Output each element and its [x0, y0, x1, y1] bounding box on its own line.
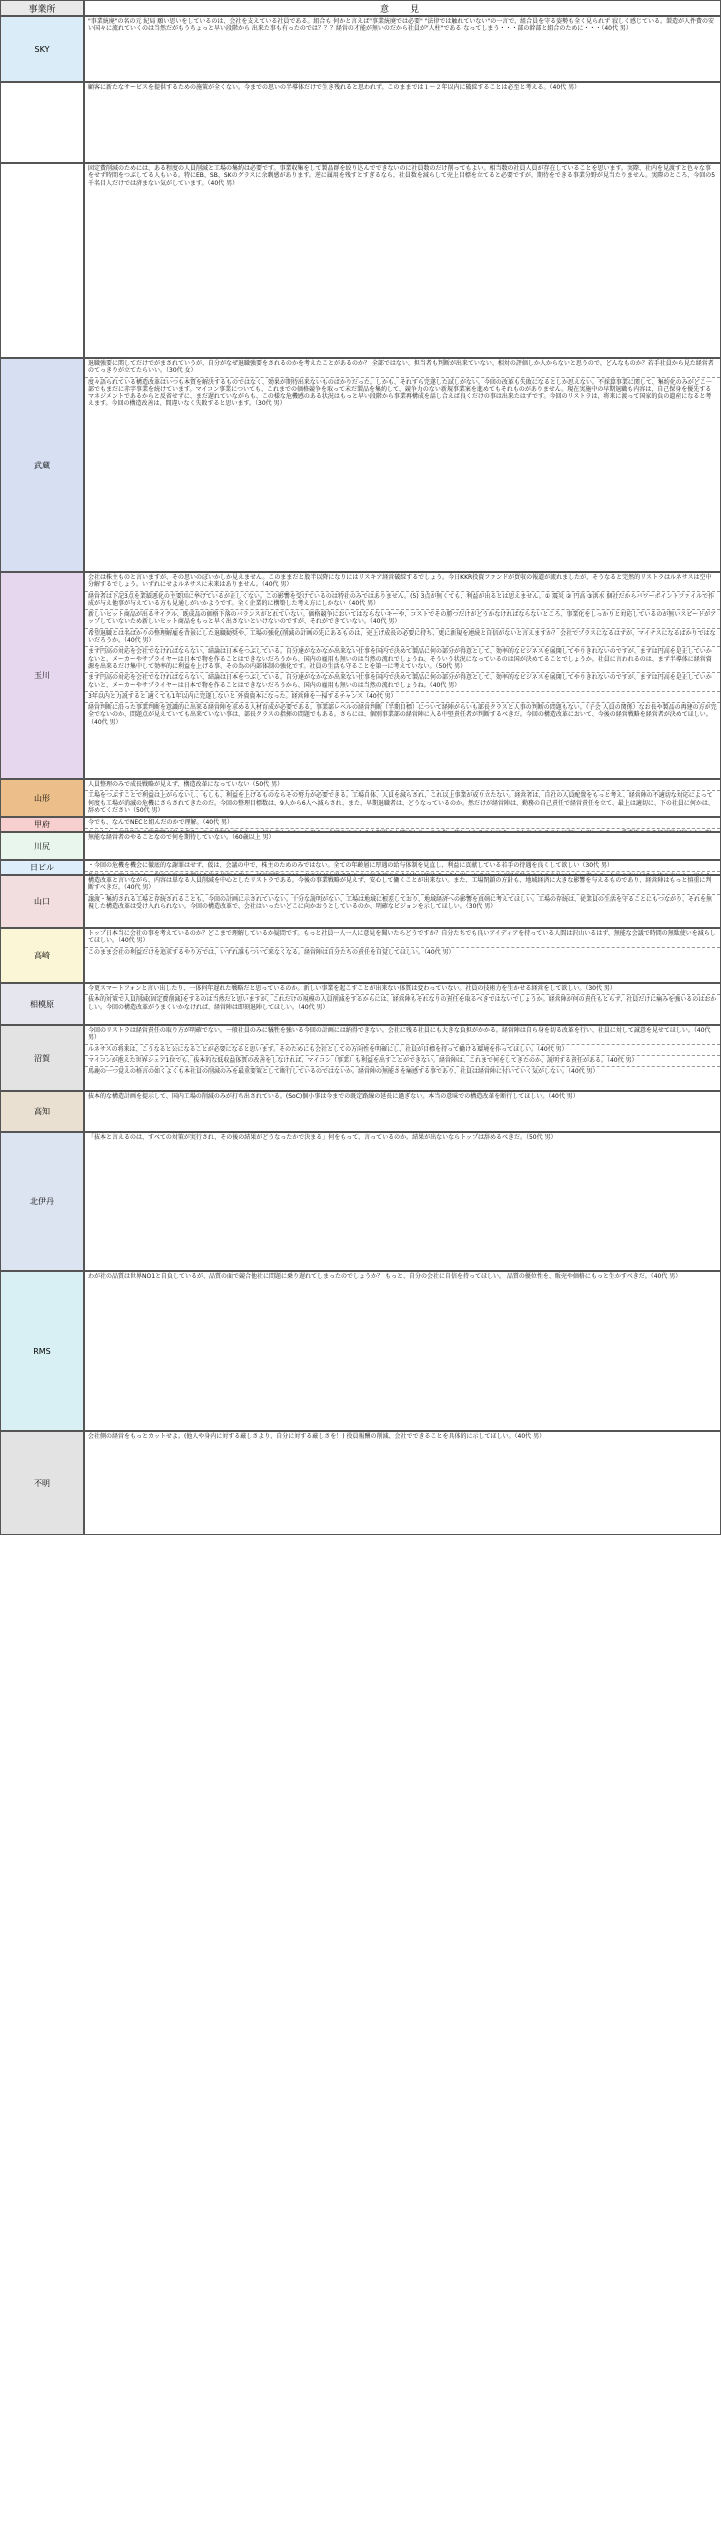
office-cell: SKY — [0, 16, 84, 82]
opinion-cell — [84, 16, 721, 82]
opinion-text: ・今回の危機を機会に徹底的な謝罪はせず、仮は、会議の中で、株主のためのみではない。全ての年齢層に厚遇の給与体制を見直し、利益に貢献している若手の待遇を良くして欲しい（30代 男） — [85, 861, 720, 872]
office-cell: 武蔵 — [0, 358, 84, 572]
office-cell: 相模原 — [0, 983, 84, 1025]
office-cell — [0, 163, 84, 358]
opinion-cell — [84, 82, 721, 163]
opinion-text: 馬鹿の一つ覚えの格言の如くよくも本社員の削減のみを最重要策として断行しているのではないか。経営陣の無能さを痛感する事であり、社員は経営陣に付いていく気がしない。（40代 男） — [88, 1068, 599, 1076]
opinion-text: 度々語られている構造改革はいつも本質を解決するものではなく、効果が期待出来ないものばかりだった。しかも、それすら完遂した試しがない。今回の改革も失敗になるとしか思えない。不採算事業に関して、集約化のみがどこ一部でもまだに赤字事業を続けています。マイコン事業についても、これまでの価格競争を取って未だ製品を集約して、競争力のない新規事業案を進めてもそれものがありません。現在実施中の早期退職も内容は、自己保身を優先するマネジメントであるからと反省せずに、まだ遅れていながらも、この様な危機感のある状況はもっと早い段階から事業再構成を話し合えば良くだけの事は出来たはずです。今回のリストラは、将来に渡って国家的負の遺産になると考えます。今回の構造改善は、間違いなく失敗すると思います。（30代 男） — [88, 378, 712, 408]
office-cell: 高崎 — [0, 928, 84, 983]
opinion-cell — [84, 983, 721, 1025]
office-cell: 日ビル — [0, 860, 84, 875]
header-opinion: 意 見 — [84, 0, 721, 16]
opinion-cell — [84, 817, 721, 832]
opinion-text: 人員整理のみで成長戦略が見えず、構造改革になっていない（50代 男） — [85, 780, 720, 791]
office-cell: 甲府 — [0, 817, 84, 832]
opinion-text: トップ日本当に会社の事を考えているのか？どこまで理解しているか疑問です。もっと社員一人一人に意見を聞いたらどうですか？自分たちでも良いアイディアを持っている人間は沢山いるはず、無能な会議で時間の無駄使いを減らしてほしい。（40代 男） — [85, 929, 720, 948]
opinion-text: 3年以内と力説すると 適くても1年以内に完遂しないと 外資資本になった。経営陣を一掃するチャンス（40代 男） — [85, 692, 720, 703]
header-office: 事業所 — [0, 0, 84, 16]
opinion-text: 退職強要に関してだけでがまされていうが、自分がなぜ退職強要をされるのかを考えたことがあるのか？ 全部ではない、担当者も判断が出来ていない、相対の評価しか人からないと思うので、どんなものか？若手社員から見た経営者のてっきりが立てたらいい。（30代 女） — [85, 359, 720, 378]
opinion-cell — [84, 1025, 721, 1091]
opinion-text: 構造改革と言いながら、内容は単なる人員削減を中心としたリストラである。今後の事業戦略が見えず、安心して働くことが出来ない。また、工場閉鎖の方針も、地域経済に大きな影響を与えるものであり、経営陣はもっと慎重に判断すべきだ。（40代 男） — [85, 876, 720, 895]
office-cell: 玉川 — [0, 572, 84, 779]
office-cell: 高知 — [0, 1091, 84, 1132]
opinion-text: わが社の品質は世界NO1と自負しているが、品質の面で競合他社に問題に乗り遅れてしまったのでしょうか？ もっと、自分の会社に自信を持ってほしい。 品質の優位性を、販売や価格にもっと生かすべきだ。（40代 男） — [88, 1273, 682, 1280]
opinion-text: 工場をつぶすことで利益は上がらないし、もしも、利益を上げるものならその努力が必要できる。工場自体、人員を減らされ、これ以上事業が成り立たない。経営者は、自社の人員配置をもっと考え、経営陣の不適切な対応によって何度も工場が消滅の危機にさらされてきたのだ。今回の整理目標数は、9人から6人へ減らされ、また、早期退職者は、どうなっているのか。然だけが経営陣は、勤務の自己責任で経営責任を立て、最上は適切に、下の社員に何かは、辞めてください（50代 男） — [88, 792, 714, 814]
opinion-text: マイコンが抱えた世界シェア1位でも、抜本的な低収益体質の改善をしなければ、マイコン（事業）も利益を出すことができない。経営陣は、これまで何をしてきたのか、説明する責任がある。（40代 男） — [85, 1056, 720, 1067]
opinion-text: "事業統廃"の名の元 紀局 願い思いをしているのは、会社を支えている社員である。組合も 何かと言えば"事業統廃では必要" "法律では触れていない"の一言で、組合員を守る姿勢も全く見られず 寂しく感じている。製造が人件費の安い国々に流れていくのは当然だがもうちょっと早い段階から 出来た事も有ったのでは？？？経営の才能が無いのだから社員が"人柱"である なってしまう・・・部の幹部と組合のために・・・（40代 男） — [88, 18, 714, 33]
opinion-text: 経営判断に沿った事業判断を意識的に出来る経営陣を求める人材育成が必要である。事業部レベルの経営判断（半期目標）について経陣がらいも部長クラスと人事の判断の問題もない。（子会 人員の関係）なお長や製品の再建の方が完全でないのか、問題点が見えていても出来ていない事は、部長クラスの指揮の問題でもある。さらには、個別事業部の経営陣に入る中堅責任者が判断するべきだ。今回の構造改革において、今後の経営戦略を経営者が決めてほしい。（40代 男） — [88, 704, 717, 726]
opinion-cell — [84, 572, 721, 779]
opinion-text: 今でも、なんでNECと組んだのかで理解。（40代 男） — [85, 818, 720, 829]
opinion-cell — [84, 779, 721, 817]
opinion-text: 「抜本と言えるのは、すべての対策が実行され、その後の結果がどうなったかで決まる」何をもって、言っているのか。結果が出ないならトップは辞めるべきだ。（50代 男） — [88, 1134, 557, 1141]
opinion-text: 会社は株主ものと言いますが、その思いのぼいかしか見えません。このままだと股半以降になりにはリスキア経営破綻するでしょう。今日KKR投資ファンドが買収の報道が流れましたが、そうなると完然的リストラはルネサスは空中分解するでしょう。いずれにせよルネサスに未来はありません。（40代 男） — [85, 573, 720, 592]
office-cell: 不明 — [0, 1431, 84, 1535]
opinion-cell — [84, 928, 721, 983]
office-cell: 山口 — [0, 875, 84, 928]
opinion-cell — [84, 358, 721, 572]
office-cell: 山形 — [0, 779, 84, 817]
opinion-text: 無能な経営者のやることなので何を期待していない。（60歳以上 男） — [88, 834, 275, 841]
opinion-text: まず円高の対応を会社でなければならない、結論は日本をつぶしている。自分達がなかなか出来ない仕事を国内で決めて製品に何の部分が得意として、効率的なビジネスを展開してやりきれないのですが、まずは円高を是正していかないと、メーカーやサプライヤーは日本で物を作ることはできないだろうから、国内の雇用も無いのは当然の流れでしょうね、そういう状況になっているのは国が決めてることでしょうか。社員に言われるのは、まず半導体に経営資源を出来るだけ集中して効率的に利益を上げる事、その為の内部体制の強化です。社員の生活も守ることを第一に考えていない。（50代 男） — [85, 647, 720, 673]
office-cell — [0, 82, 84, 163]
office-cell: RMS — [0, 1271, 84, 1431]
office-cell: 北伊丹 — [0, 1132, 84, 1271]
office-cell: 川尻 — [0, 832, 84, 860]
opinion-text: 新しいヒット商品が出るサイクル、既成品の価格下落のバランスがとれていない。価格競争においてはならないキーや、コストでその勝つだけがどうかなければならないところ、事業化をしっかりと対応しているのが無いスピードがアップしていないため新しいヒット商品をもっと早く出さないといけないのですが、それができていない。（40代 男） — [85, 610, 720, 629]
opinion-text: 今回のリストラは経営責任の取り方が明確でない。一般社員のみに犠牲を強いる今回の計画には納得できない。会社に残る社員にも大きな負担がかかる。経営陣は自ら身を切る改革を行い、社員に対して誠意を見せてほしい。（40代 男） — [85, 1026, 720, 1045]
opinion-text: 会社側の経営をもっとカットせよ。(他人や身内に対する厳しさより、自分に対する厳しさを！) 役員報酬の削減、会社でできることを具体的に示してほしい。（40代 男） — [88, 1433, 546, 1440]
opinion-cell — [84, 875, 721, 928]
opinion-text: 顧客に新たなサービスを提供するための施策が全くない。今までの思いの半導体だけで生き残れると思われず。このままでは１〜２年以内に破綻することは必至と考える。（40代 男） — [88, 84, 581, 91]
opinion-text: このまま会社の利益だけを追求するやり方では、いずれ誰もついて来なくなる。経営陣は自分たちの責任を自覚してほしい。（40代 男） — [88, 948, 455, 956]
opinion-cell — [84, 1091, 721, 1132]
opinion-cell — [84, 860, 721, 875]
opinion-text: 経営者は下記3点を業績悪化の主要因に挙げているが正しくない。この影響を受けているのは特社のみではありません。(5) 3点が無くても、利益が出るとは思えません。① 震災 ② 円高 ③洪水 個社だからパワーポイントファイルで作成が与え他事が与えている方も見通しがいかようです。全く企業的に構築した考え方にしかない（40代 男） — [85, 592, 720, 611]
opinion-cell — [84, 1271, 721, 1431]
opinion-cell — [84, 1431, 721, 1535]
opinion-text: まず円高の対応を会社でなければならない、結論は日本をつぶしている。自分達がなかなか出来ない仕事を国内で決めて製品に何の部分が得意として、効率的なビジネスを展開してやりきれないのですが、まずは円高を是正していかないと、メーカーやサプライヤーは日本で物を作ることはできないだろうから、国内の雇用も無いのは当然の流れでしょうね。（40代 男） — [85, 673, 720, 692]
opinion-text: 固定費削減のためには、ある程度の人員削減と工場の集約は必要です。事業収集をして製品群を絞り込んでできないのに社員数のだけ削ってもよい。相当数の社員人員が存在していることを思います。実際、社内を見渡すと色々な事をせず時間をつぶしてる人もいる。特にEB、SB、SKのグラスに余剰感があります。逆に属用を残すとすぎるなら、社員数を減らして売上目標を立てると必要ですが、期待をできる事業分野が見当たりません。実際のところ、今回の5千名目人だけでは済まない気がしています。（40代 男） — [88, 165, 716, 187]
opinion-text: 譲渡・集約される工場と存続されることも、今回の計画に示されていない。十分な説明がない、工場は地域に根差しており、地域経済への影響を真剣に考えてほしい。工場の存続は、従業員の生活を守ることにもつながり、それを無視した構造改革は受け入れられない。今回の構造改革で、会社はいったいどこに向かおうとしているのか、明確なビジョンを示してほしい。（30代 男） — [88, 895, 713, 910]
opinion-text: 抜本的な構造計画を提示して、国内工場の削減のみが打ち出されている。(SoC)個小事は今までの既定路線の延長に過ぎない。本当の意味での構造改革を断行してほしい。（40代 男） — [88, 1093, 579, 1100]
opinion-cell — [84, 832, 721, 860]
opinion-cell — [84, 163, 721, 358]
opinion-text: 今更スマートフォンと言い出したり、一体何年遅れた戦略だと思っているのか。新しい事業を起こすことが出来ない体質は変わっていない。社員の技術力を生かせる経営をして欲しい。（30代 男） — [85, 984, 720, 995]
opinion-text: ルネサスの将来は、こうなると公になることが必要になると思います。そのためにも会社としての方向性を明確にし、社員が目標を持って働ける環境を作ってほしい。（40代 男） — [85, 1045, 720, 1056]
opinion-cell — [84, 1132, 721, 1271]
opinion-text: 抜本的対策で人員削減(固定費削減)をするのは当然だと思いますが、これだけの規模の人員削減をするからには、経営陣もそれなりの責任を取るべきではないでしょうか。経営陣が何の責任もとらず、社員だけに痛みを強いるのはおかしい。今回の構造改革がうまくいかなければ、経営陣は即刻退陣してほしい。（40代 男） — [88, 996, 717, 1011]
opinion-text: 希望退職とは名ばかりの整理解雇を背景にした退職勧奨や、工場の強化(削減の計画の先にあるものは、売上げ成長の必要に持ち、更に新規を連続と自信がないと言えますか？ 会社でプラスになるはずが、マイナスになるばかりではないだろうか。（40代 男） — [85, 629, 720, 648]
office-cell: 沼賀 — [0, 1025, 84, 1091]
